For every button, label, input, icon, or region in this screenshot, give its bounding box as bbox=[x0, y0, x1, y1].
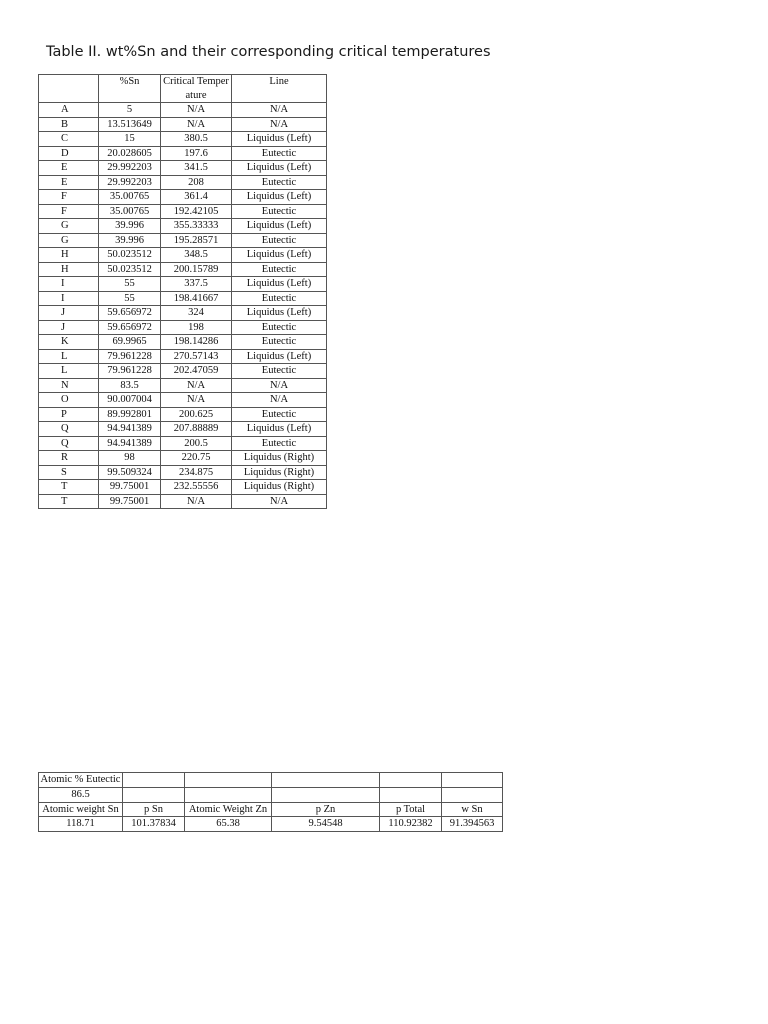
critical-temperature-cell: 220.75 bbox=[161, 451, 232, 466]
critical-temperature-cell: N/A bbox=[161, 378, 232, 393]
page-title: Table II. wt%Sn and their corresponding critical temperatures bbox=[46, 44, 491, 60]
row-label: H bbox=[39, 262, 99, 277]
line-cell: Liquidus (Left) bbox=[232, 306, 327, 321]
header-cell: w Sn bbox=[442, 802, 503, 817]
table-row bbox=[39, 378, 327, 393]
row-label: H bbox=[39, 248, 99, 263]
sn-percent-cell: 89.992801 bbox=[99, 407, 161, 422]
atomic-percent-label: Atomic % Eutectic bbox=[39, 773, 123, 788]
line-cell: Eutectic bbox=[232, 146, 327, 161]
sn-percent-cell: 99.509324 bbox=[99, 465, 161, 480]
row-label: K bbox=[39, 335, 99, 350]
header-cell: Line bbox=[232, 75, 327, 103]
sn-percent-cell: 99.75001 bbox=[99, 480, 161, 495]
header-cell: p Zn bbox=[272, 802, 380, 817]
row-label: G bbox=[39, 233, 99, 248]
critical-temperature-cell: N/A bbox=[161, 393, 232, 408]
sn-percent-cell: 35.00765 bbox=[99, 204, 161, 219]
values-row bbox=[39, 817, 503, 832]
atomic-weight-table bbox=[38, 772, 503, 832]
critical-temperature-cell: N/A bbox=[161, 494, 232, 509]
row-label: S bbox=[39, 465, 99, 480]
critical-temperature-cell: 234.875 bbox=[161, 465, 232, 480]
row-label: L bbox=[39, 364, 99, 379]
header-row bbox=[39, 75, 327, 103]
line-cell: N/A bbox=[232, 494, 327, 509]
row-label: E bbox=[39, 161, 99, 176]
sn-percent-cell: 94.941389 bbox=[99, 436, 161, 451]
table-row bbox=[39, 465, 327, 480]
sn-percent-cell: 50.023512 bbox=[99, 248, 161, 263]
line-cell: Liquidus (Right) bbox=[232, 480, 327, 495]
header-cell: Atomic Weight Zn bbox=[185, 802, 272, 817]
table-row bbox=[39, 407, 327, 422]
line-cell: Liquidus (Left) bbox=[232, 277, 327, 292]
table-row bbox=[39, 494, 327, 509]
table-row bbox=[39, 306, 327, 321]
line-cell: Eutectic bbox=[232, 175, 327, 190]
table-row bbox=[39, 132, 327, 147]
line-cell: N/A bbox=[232, 117, 327, 132]
sn-percent-cell: 5 bbox=[99, 103, 161, 118]
sn-percent-cell: 20.028605 bbox=[99, 146, 161, 161]
critical-temperature-cell: 337.5 bbox=[161, 277, 232, 292]
row-label: F bbox=[39, 190, 99, 205]
critical-temperature-cell: 200.625 bbox=[161, 407, 232, 422]
critical-temperature-cell: 197.6 bbox=[161, 146, 232, 161]
critical-temperature-table bbox=[38, 74, 327, 509]
table-row bbox=[39, 190, 327, 205]
table-row bbox=[39, 175, 327, 190]
table-row bbox=[39, 204, 327, 219]
critical-temperature-cell: 198 bbox=[161, 320, 232, 335]
row-label: J bbox=[39, 320, 99, 335]
critical-temperature-cell: 208 bbox=[161, 175, 232, 190]
critical-temperature-cell: 341.5 bbox=[161, 161, 232, 176]
line-cell: N/A bbox=[232, 103, 327, 118]
header-cell: p Total bbox=[380, 802, 442, 817]
header-cell bbox=[39, 75, 99, 103]
row-label: F bbox=[39, 204, 99, 219]
sn-percent-cell: 83.5 bbox=[99, 378, 161, 393]
sn-percent-cell: 13.513649 bbox=[99, 117, 161, 132]
header-cell: Critical Temperature bbox=[161, 75, 232, 103]
line-cell: Liquidus (Left) bbox=[232, 248, 327, 263]
critical-temperature-cell: 195.28571 bbox=[161, 233, 232, 248]
critical-temperature-cell: 192.42105 bbox=[161, 204, 232, 219]
sn-percent-cell: 90.007004 bbox=[99, 393, 161, 408]
table-row bbox=[39, 422, 327, 437]
table-row bbox=[39, 233, 327, 248]
atomic-percent-value-row bbox=[39, 788, 503, 803]
line-cell: Eutectic bbox=[232, 407, 327, 422]
line-cell: Eutectic bbox=[232, 436, 327, 451]
critical-temperature-cell: 348.5 bbox=[161, 248, 232, 263]
value-cell: 110.92382 bbox=[380, 817, 442, 832]
table-row bbox=[39, 146, 327, 161]
row-label: A bbox=[39, 103, 99, 118]
sn-percent-cell: 59.656972 bbox=[99, 320, 161, 335]
sn-percent-cell: 29.992203 bbox=[99, 161, 161, 176]
sn-percent-cell: 69.9965 bbox=[99, 335, 161, 350]
table-row bbox=[39, 291, 327, 306]
line-cell: Liquidus (Left) bbox=[232, 422, 327, 437]
value-cell: 65.38 bbox=[185, 817, 272, 832]
sn-percent-cell: 39.996 bbox=[99, 219, 161, 234]
value-cell: 118.71 bbox=[39, 817, 123, 832]
line-cell: Liquidus (Left) bbox=[232, 349, 327, 364]
line-cell: Eutectic bbox=[232, 364, 327, 379]
critical-temperature-cell: 380.5 bbox=[161, 132, 232, 147]
row-label: Q bbox=[39, 436, 99, 451]
row-label: E bbox=[39, 175, 99, 190]
critical-temperature-cell: N/A bbox=[161, 103, 232, 118]
header-cell: p Sn bbox=[123, 802, 185, 817]
sn-percent-cell: 39.996 bbox=[99, 233, 161, 248]
sn-percent-cell: 59.656972 bbox=[99, 306, 161, 321]
sn-percent-cell: 35.00765 bbox=[99, 190, 161, 205]
critical-temperature-cell: 198.14286 bbox=[161, 335, 232, 350]
row-label: T bbox=[39, 480, 99, 495]
table-row bbox=[39, 364, 327, 379]
row-label: I bbox=[39, 291, 99, 306]
row-label: D bbox=[39, 146, 99, 161]
row-label: L bbox=[39, 349, 99, 364]
header-cell: Atomic weight Sn bbox=[39, 802, 123, 817]
table-row bbox=[39, 451, 327, 466]
critical-temperature-cell: 202.47059 bbox=[161, 364, 232, 379]
table-row bbox=[39, 335, 327, 350]
table-row bbox=[39, 393, 327, 408]
sn-percent-cell: 94.941389 bbox=[99, 422, 161, 437]
sn-percent-cell: 55 bbox=[99, 291, 161, 306]
row-label: P bbox=[39, 407, 99, 422]
row-label: R bbox=[39, 451, 99, 466]
header-row bbox=[39, 802, 503, 817]
critical-temperature-cell: 198.41667 bbox=[161, 291, 232, 306]
table-row bbox=[39, 248, 327, 263]
atomic-percent-value: 86.5 bbox=[39, 788, 123, 803]
value-cell: 101.37834 bbox=[123, 817, 185, 832]
table-row bbox=[39, 480, 327, 495]
line-cell: Eutectic bbox=[232, 233, 327, 248]
critical-temperature-cell: N/A bbox=[161, 117, 232, 132]
table-row bbox=[39, 161, 327, 176]
value-cell: 91.394563 bbox=[442, 817, 503, 832]
sn-percent-cell: 98 bbox=[99, 451, 161, 466]
atomic-percent-row bbox=[39, 773, 503, 788]
line-cell: Liquidus (Left) bbox=[232, 190, 327, 205]
sn-percent-cell: 79.961228 bbox=[99, 364, 161, 379]
line-cell: Liquidus (Left) bbox=[232, 219, 327, 234]
line-cell: Liquidus (Right) bbox=[232, 451, 327, 466]
table-row bbox=[39, 117, 327, 132]
row-label: C bbox=[39, 132, 99, 147]
line-cell: Eutectic bbox=[232, 320, 327, 335]
critical-temperature-cell: 207.88889 bbox=[161, 422, 232, 437]
critical-temperature-cell: 324 bbox=[161, 306, 232, 321]
sn-percent-cell: 79.961228 bbox=[99, 349, 161, 364]
sn-percent-cell: 50.023512 bbox=[99, 262, 161, 277]
table-row bbox=[39, 349, 327, 364]
row-label: N bbox=[39, 378, 99, 393]
row-label: T bbox=[39, 494, 99, 509]
table-row bbox=[39, 103, 327, 118]
critical-temperature-cell: 270.57143 bbox=[161, 349, 232, 364]
table-row bbox=[39, 320, 327, 335]
line-cell: Eutectic bbox=[232, 335, 327, 350]
critical-temperature-cell: 361.4 bbox=[161, 190, 232, 205]
value-cell: 9.54548 bbox=[272, 817, 380, 832]
sn-percent-cell: 99.75001 bbox=[99, 494, 161, 509]
line-cell: Eutectic bbox=[232, 291, 327, 306]
sn-percent-cell: 55 bbox=[99, 277, 161, 292]
line-cell: Liquidus (Right) bbox=[232, 465, 327, 480]
critical-temperature-cell: 200.15789 bbox=[161, 262, 232, 277]
table-row bbox=[39, 219, 327, 234]
row-label: O bbox=[39, 393, 99, 408]
row-label: J bbox=[39, 306, 99, 321]
critical-temperature-cell: 232.55556 bbox=[161, 480, 232, 495]
line-cell: Liquidus (Left) bbox=[232, 161, 327, 176]
sn-percent-cell: 15 bbox=[99, 132, 161, 147]
line-cell: Liquidus (Left) bbox=[232, 132, 327, 147]
line-cell: Eutectic bbox=[232, 262, 327, 277]
row-label: G bbox=[39, 219, 99, 234]
header-cell: %Sn bbox=[99, 75, 161, 103]
table-row bbox=[39, 436, 327, 451]
row-label: B bbox=[39, 117, 99, 132]
critical-temperature-cell: 355.33333 bbox=[161, 219, 232, 234]
line-cell: N/A bbox=[232, 393, 327, 408]
table-row bbox=[39, 277, 327, 292]
row-label: Q bbox=[39, 422, 99, 437]
line-cell: Eutectic bbox=[232, 204, 327, 219]
line-cell: N/A bbox=[232, 378, 327, 393]
table-row bbox=[39, 262, 327, 277]
row-label: I bbox=[39, 277, 99, 292]
sn-percent-cell: 29.992203 bbox=[99, 175, 161, 190]
critical-temperature-cell: 200.5 bbox=[161, 436, 232, 451]
